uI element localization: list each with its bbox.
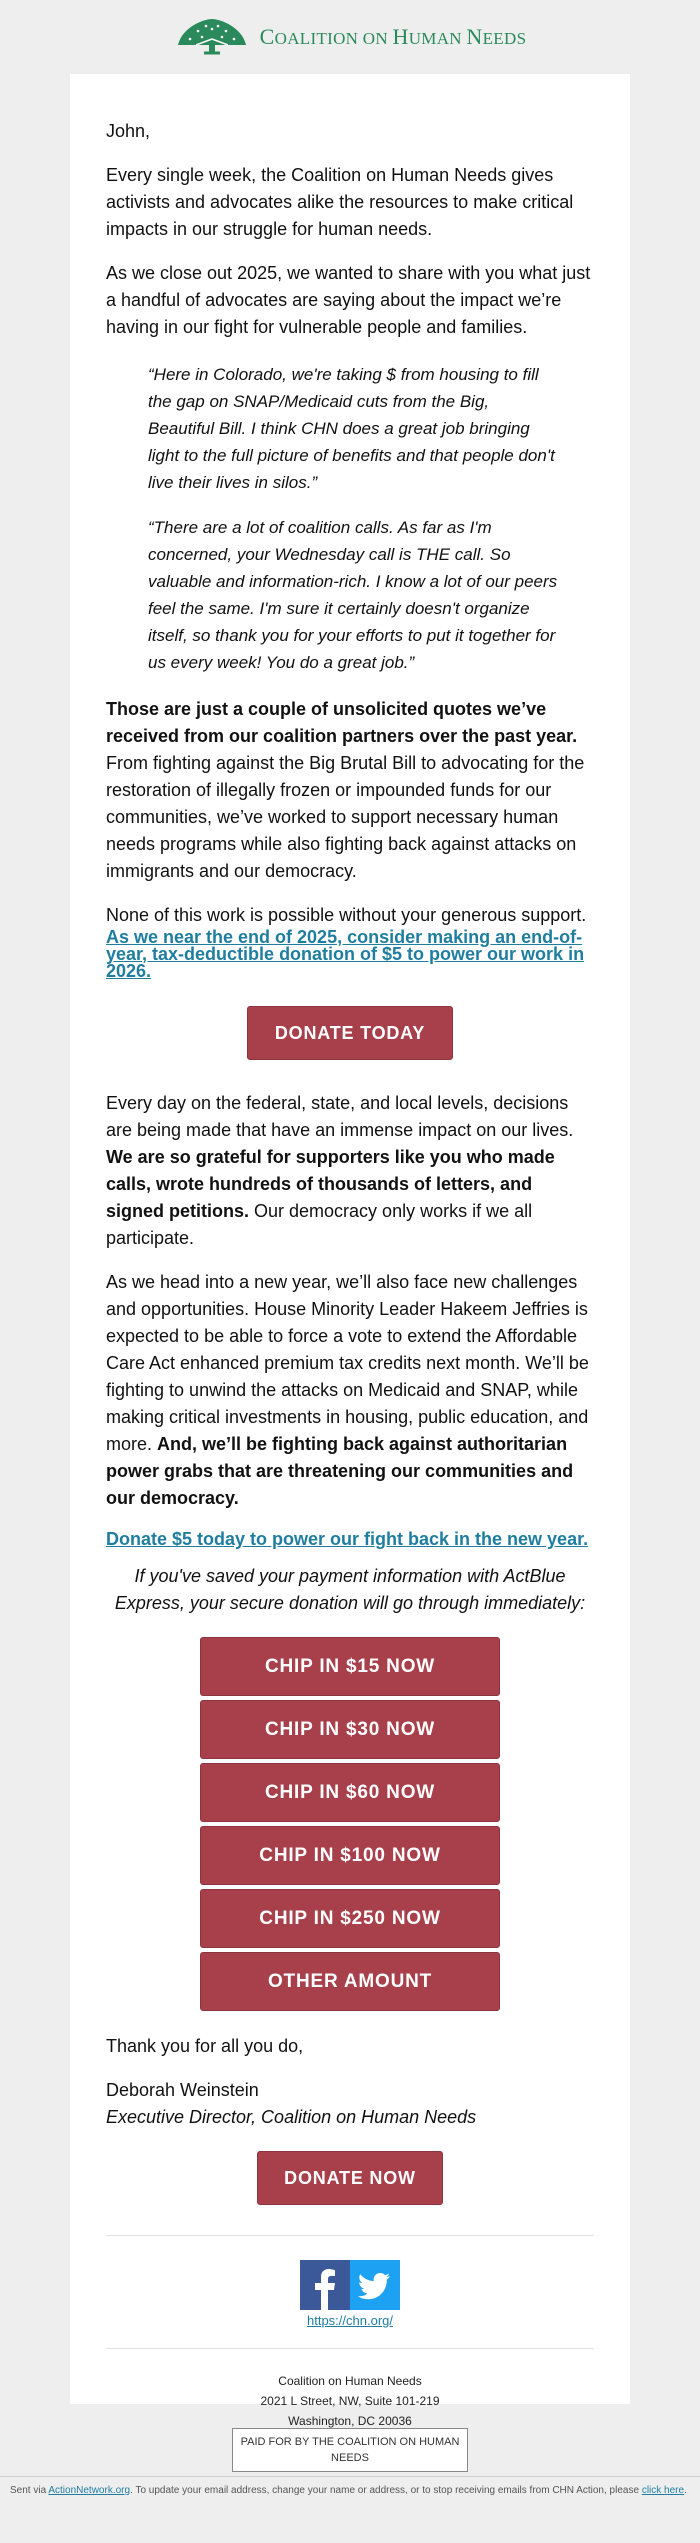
paragraph-close-out: As we close out 2025, we wanted to share with you what just a handful of advocates are saying about the impact we’re having in our fight for vulnerable people and families. [106, 263, 591, 337]
donate-now-button[interactable]: DONATE NOW [257, 2151, 443, 2205]
divider [106, 2235, 594, 2236]
paragraph-quotes-summary [106, 696, 594, 885]
signer-name: Deborah Weinstein [106, 2080, 259, 2100]
signature [106, 2077, 594, 2131]
paragraph-intro: Every single week, the Coalition on Human Needs gives activists and advocates alike the resources to make critical impacts in our struggle for human needs. [106, 165, 574, 239]
paragraph-new-year: As we head into a new year, we’ll also face new challenges and opportunities. House Minority Leader Hakeem Jeffries is expected to be able to force a vote to extend the Affordable Care Act enhanced premium tax credits next month. We’ll be fighting to unwind the attacks on Medicaid and SNAP, while making critical investments in housing, public education, and more. And, we’ll be fighting back against authoritarian power grabs that are threatening our communities and our democracy. [106, 1272, 589, 1508]
twitter-icon[interactable] [350, 2260, 400, 2310]
mailing-address: Coalition on Human Needs 2021 L Street, NW, Suite 101-219 Washington, DC 20036 [260, 2374, 440, 2428]
chip-in-60-button[interactable]: CHIP IN $60 NOW [200, 1763, 500, 1822]
signer-title: Executive Director, Coalition on Human Needs [106, 2107, 477, 2127]
chip-in-15-button[interactable]: CHIP IN $15 NOW [200, 1637, 500, 1696]
organization-logo-text: COALITION ON HUMAN NEEDS [259, 24, 527, 49]
donate-today-button[interactable]: DONATE TODAY [247, 1006, 453, 1060]
social-links [106, 2260, 594, 2310]
quote-colorado: “Here in Colorado, we're taking $ from housing to fill the gap on SNAP/Medicaid cuts from the Big, Beautiful Bill. I think CHN does a great job bringing light to the full picture of benefits and that people don't live their lives in silos.” [148, 365, 555, 492]
donation-link-end-of-year[interactable]: As we near the end of 2025, consider making an end-of-year, tax-deductible donation of $5 to power our work in 2026. [106, 927, 585, 981]
unsubscribe-link[interactable]: click here [641, 2485, 685, 2496]
chip-in-buttons [106, 1637, 594, 2011]
chip-in-30-button[interactable]: CHIP IN $30 NOW [200, 1700, 500, 1759]
tree-logo-icon [174, 19, 250, 55]
other-amount-button[interactable]: OTHER AMOUNT [200, 1952, 500, 2011]
website-link[interactable]: https://chn.org/ [307, 2313, 393, 2328]
actionnetwork-link[interactable]: ActionNetwork.org [48, 2485, 131, 2496]
email-header [0, 0, 700, 74]
email-footer: Sent via ActionNetwork.org. To update your email address, change your name or address, or to stop receiving emails from CHN Action, please click here. [0, 2476, 700, 2543]
quotes-summary-text: From fighting against the Big Brutal Bill to advocating for the restoration of illegally frozen or impounded funds for our communities, we’ve worked to support necessary human needs programs while also fighting back against attacks on immigrants and our democracy. [106, 753, 585, 881]
quote-wednesday-call: “There are a lot of coalition calls. As far as I'm concerned, your Wednesday call is THE call. So valuable and information-rich. I know a lot of our peers feel the same. I'm sure it certainly doesn't organize itself, so thank you for your efforts to put it together for us every week! You do a great job.” [148, 518, 558, 672]
greeting: John, [106, 121, 151, 141]
actblue-express-note: If you've saved your payment information with ActBlue Express, your secure donation will go through immediately: [114, 1566, 586, 1613]
quotes-summary-bold: Those are just a couple of unsolicited quotes we’ve received from our coalition partners over the past year. [106, 699, 578, 746]
thanks-line: Thank you for all you do, [106, 2036, 304, 2056]
chip-in-100-button[interactable]: CHIP IN $100 NOW [200, 1826, 500, 1885]
paid-for-by-disclaimer: PAID FOR BY THE COALITION ON HUMAN NEEDS [232, 2428, 468, 2472]
paragraph-every-day: Every day on the federal, state, and local levels, decisions are being made that have an immense impact on our lives. We are so grateful for supporters like you who made calls, wrote hundreds of thousands of letters, and signed petitions. Our democracy only works if we all participate. [106, 1093, 574, 1248]
paragraph-support: None of this work is possible without your generous support. [106, 905, 587, 925]
facebook-icon[interactable] [300, 2260, 350, 2310]
donation-link-new-year[interactable]: Donate $5 today to power our fight back in the new year. [106, 1529, 589, 1549]
email-card [70, 74, 630, 2428]
chip-in-250-button[interactable]: CHIP IN $250 NOW [200, 1889, 500, 1948]
divider-bottom [106, 2348, 594, 2349]
